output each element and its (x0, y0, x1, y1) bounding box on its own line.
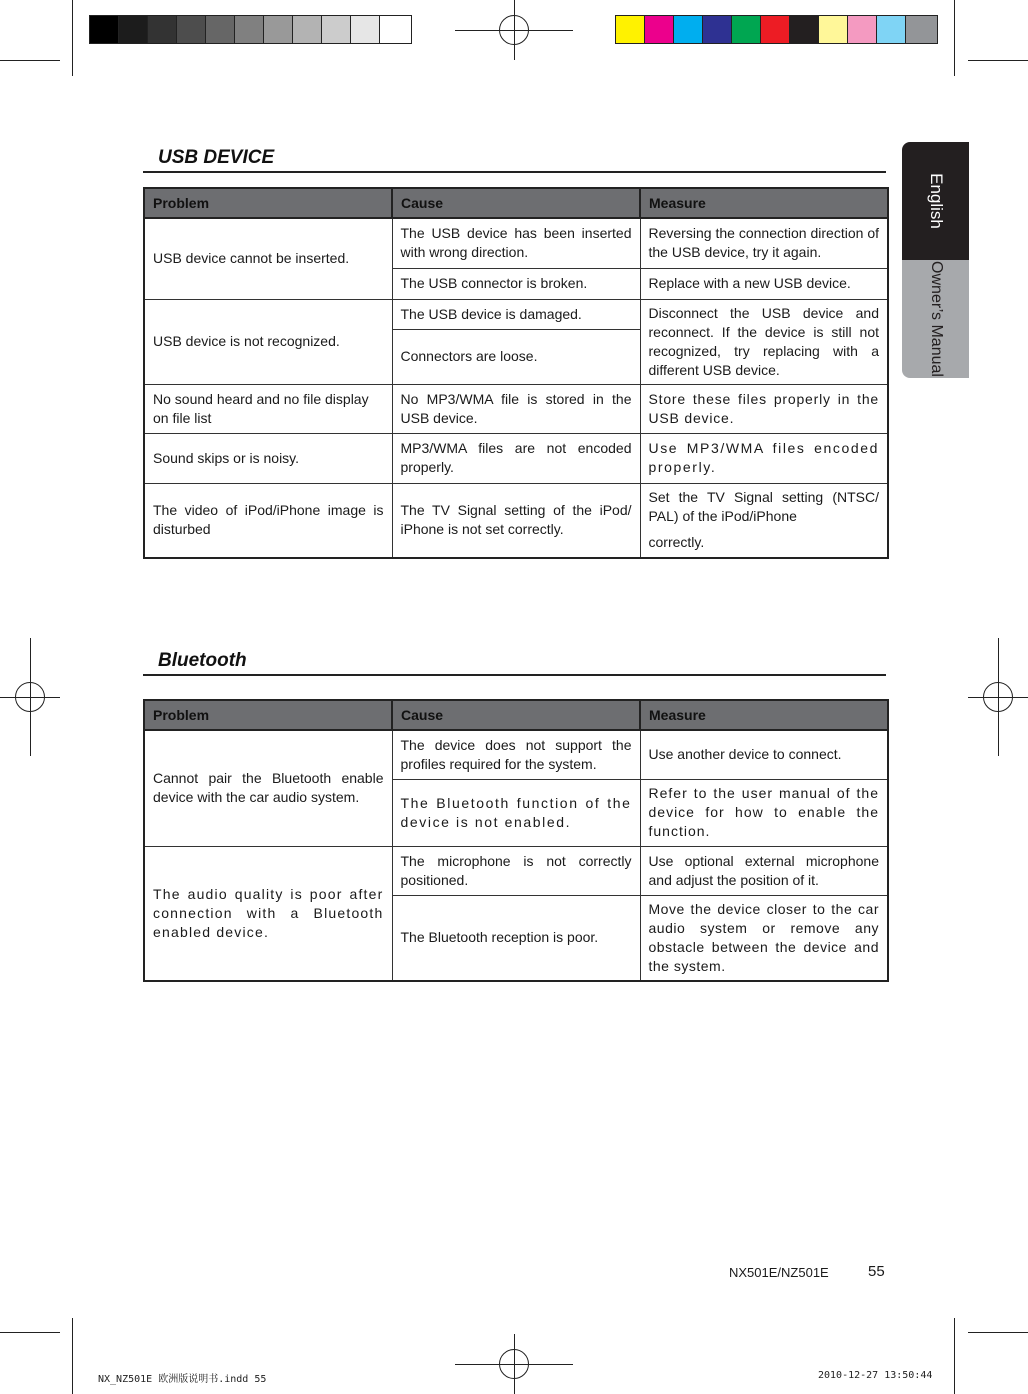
measure-cell: Replace with a new USB device. (640, 268, 888, 299)
measure-cell: Use another device to connect. (640, 730, 888, 779)
cause-cell: The USB device is damaged. (392, 299, 640, 329)
problem-cell: Cannot pair the Bluetooth enable device with the car audio system. (144, 730, 392, 846)
print-timestamp: 2010-12-27 13:50:44 (818, 1370, 933, 1381)
measure-cell (640, 483, 888, 558)
cause-cell: The Bluetooth reception is poor. (392, 895, 640, 981)
color-swatch (877, 16, 906, 43)
cause-cell: The TV Signal setting of the iPod/ iPhone is not set correctly. (392, 483, 640, 558)
measure-cell: Use MP3/WMA files encoded properly. (640, 433, 888, 483)
gray-swatch (148, 16, 177, 43)
usb-troubleshooting-table (143, 187, 889, 559)
table-header-row (144, 188, 888, 218)
manual-tab (902, 260, 969, 378)
measure-cell: Use optional external microphone and adjust the position of it. (640, 846, 888, 895)
gray-swatch (293, 16, 322, 43)
measure-header: Measure (640, 188, 888, 218)
color-swatch (645, 16, 674, 43)
measure-cell: Move the device closer to the car audio system or remove any obstacle between the device and the system. (640, 895, 888, 981)
bluetooth-section-title: Bluetooth (158, 650, 247, 671)
table-row (144, 384, 888, 433)
table-row (144, 218, 888, 268)
usb-section-title: USB DEVICE (158, 147, 275, 168)
color-swatch (819, 16, 848, 43)
color-swatch (761, 16, 790, 43)
measure-text: Set the TV Signal setting (NTSC/ PAL) of the iPod/iPhone (648, 489, 879, 525)
cause-header: Cause (392, 700, 640, 730)
problem-cell: The audio quality is poor after connection with a Bluetooth enabled device. (144, 846, 392, 981)
cause-cell: No MP3/WMA file is stored in the USB device. (392, 384, 640, 433)
measure-cell: Disconnect the USB device and reconnect. If the device is still not recognized, try replacing with a different USB device. (640, 299, 888, 384)
problem-cell: USB device cannot be inserted. (144, 218, 392, 299)
color-swatch (848, 16, 877, 43)
color-swatch (906, 16, 937, 43)
color-swatch (703, 16, 732, 43)
gray-color-bar (89, 15, 412, 44)
cause-cell: The device does not support the profiles required for the system. (392, 730, 640, 779)
bluetooth-section-heading (143, 646, 886, 676)
table-row (144, 483, 888, 558)
gray-swatch (264, 16, 293, 43)
cause-cell: The Bluetooth function of the device is not enabled. (392, 779, 640, 846)
table-header-row (144, 700, 888, 730)
problem-cell: USB device is not recognized. (144, 299, 392, 384)
gray-swatch (380, 16, 411, 43)
problem-cell: The video of iPod/iPhone image is disturbed (144, 483, 392, 558)
language-tab (902, 142, 969, 260)
process-color-bar (615, 15, 938, 44)
table-row (144, 846, 888, 895)
bluetooth-troubleshooting-table (143, 699, 889, 982)
usb-section-heading (143, 143, 886, 173)
measure-cell: Reversing the connection direction of the USB device, try it again. (640, 218, 888, 268)
measure-text: correctly. (648, 534, 705, 551)
gray-swatch (206, 16, 235, 43)
file-slug: NX_NZ501E 欧洲版说明书.indd 55 (98, 1374, 267, 1385)
language-label: English (926, 173, 946, 229)
cause-cell: Connectors are loose. (392, 329, 640, 384)
gray-swatch (235, 16, 264, 43)
cause-header: Cause (392, 188, 640, 218)
table-row (144, 433, 888, 483)
color-swatch (790, 16, 819, 43)
manual-label: Owner’s Manual (927, 261, 945, 377)
color-swatch (732, 16, 761, 43)
side-tab (902, 142, 969, 378)
model-number: NX501E/NZ501E (729, 1265, 829, 1280)
gray-swatch (177, 16, 206, 43)
table-row (144, 730, 888, 779)
problem-cell: No sound heard and no file display on file list (144, 384, 392, 433)
gray-swatch (119, 16, 148, 43)
cause-cell: The microphone is not correctly positioned. (392, 846, 640, 895)
color-swatch (674, 16, 703, 43)
cause-cell: MP3/WMA files are not encoded properly. (392, 433, 640, 483)
page-number: 55 (868, 1263, 885, 1280)
problem-header: Problem (144, 188, 392, 218)
problem-header: Problem (144, 700, 392, 730)
measure-cell: Refer to the user manual of the device for how to enable the function. (640, 779, 888, 846)
cause-cell: The USB device has been inserted with wrong direction. (392, 218, 640, 268)
table-row (144, 299, 888, 329)
gray-swatch (351, 16, 380, 43)
measure-cell: Store these files properly in the USB device. (640, 384, 888, 433)
cause-cell: The USB connector is broken. (392, 268, 640, 299)
problem-cell: Sound skips or is noisy. (144, 433, 392, 483)
gray-swatch (322, 16, 351, 43)
gray-swatch (90, 16, 119, 43)
measure-header: Measure (640, 700, 888, 730)
color-swatch (616, 16, 645, 43)
